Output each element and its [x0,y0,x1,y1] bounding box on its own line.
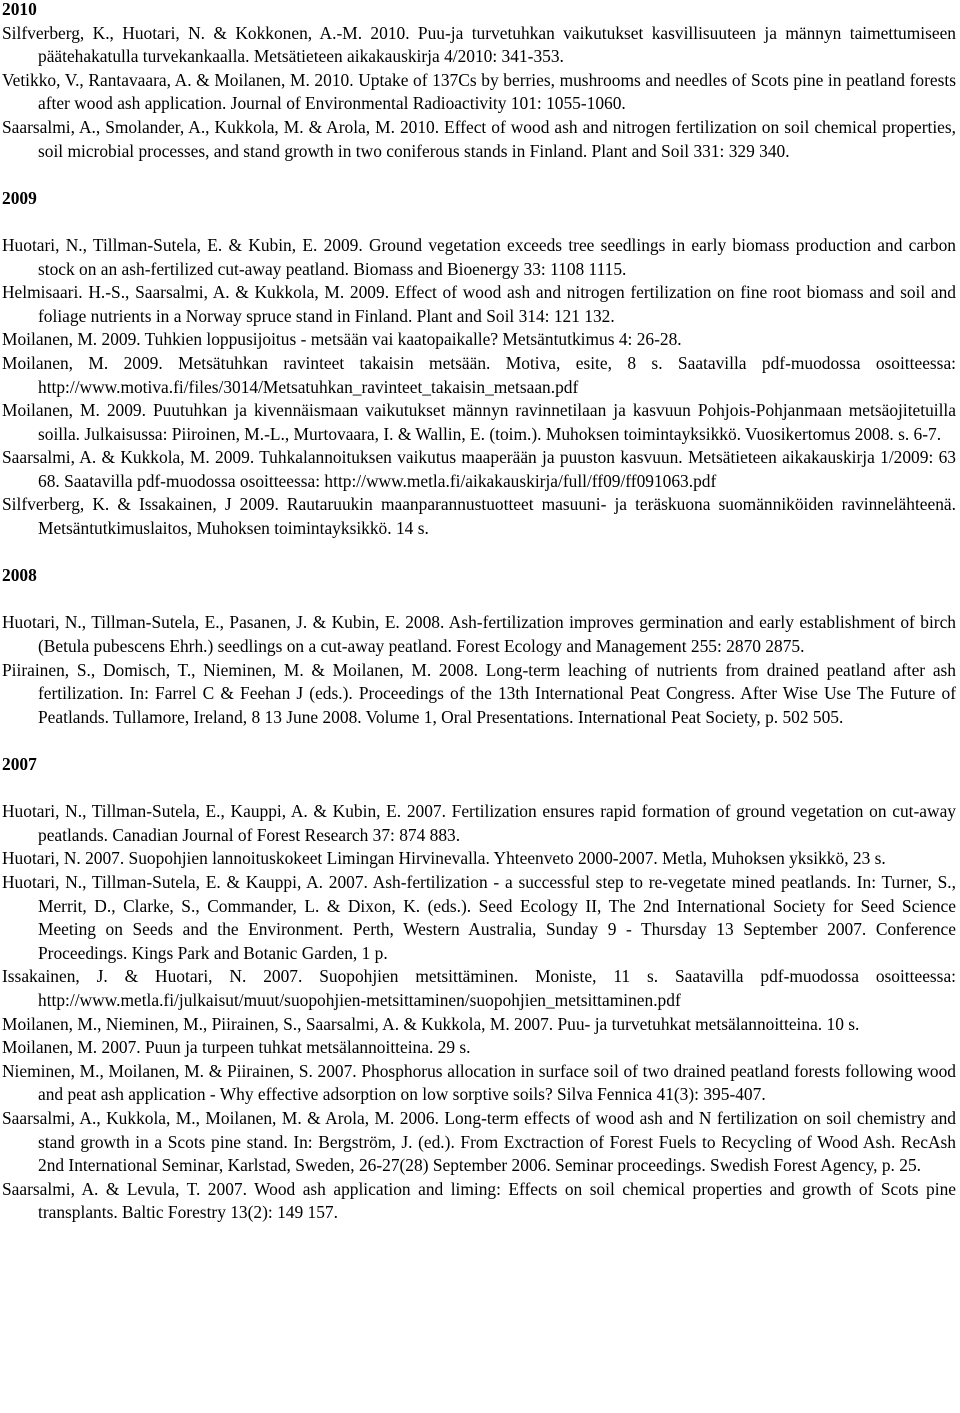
reference-entry: Moilanen, M. 2007. Puun ja turpeen tuhkat metsälannoitteina. 29 s. [2,1037,471,1058]
reference-entry: Huotari, N., Tillman-Sutela, E. & Kauppi, A. 2007. Ash-fertilization - a successful step to re-vegetate mined peatlands. In: Turner, S., Merrit, D., Clarke, S., Commander, L. & Dixon, K. (eds.). Seed Ecology II, The 2nd International Society for Seed Science Meeting on Seeds and the Environment. Perth, Western Australia, Sunday 9 - Thursday 13 September 2007. Conference Proceedings. Kings Park and Botanic Garden, 1 p. [2,871,956,963]
section-spacer [2,210,956,234]
reference-entry: Helmisaari. H.-S., Saarsalmi, A. & Kukkola, M. 2009. Effect of wood ash and nitrogen fertilization on fine root biomass and soil and foliage nutrients in a Norway spruce stand in Finland. Plant and Soil 314: 121 132. [2,282,956,326]
reference-entry: Issakainen, J. & Huotari, N. 2007. Suopohjien metsittäminen. Moniste, 11 s. Saatavilla pdf-muodossa osoitteessa: http://www.metla.fi/julkaisut/muut/suopohjien-metsittaminen/suopohjien_metsittaminen.pdf [2,966,956,1010]
reference-entry: Saarsalmi, A. & Levula, T. 2007. Wood ash application and liming: Effects on soil chemical properties and growth of Scots pine transplants. Baltic Forestry 13(2): 149 157. [2,1178,956,1223]
reference-entry: Moilanen, M. 2009. Tuhkien loppusijoitus - metsään vai kaatopaikalle? Metsäntutkimus 4: 26-28. [2,329,682,350]
reference-entry: Silfverberg, K., Huotari, N. & Kokkonen, A.-M. 2010. Puu-ja turvetuhkan vaikutukset kasvillisuuteen ja männyn taimettumiseen päätehakatulla turvekankaalla. Metsätieteen aikakauskirja 4/2010: 341-353. [2,22,956,67]
year-heading: 2007 [2,754,37,774]
reference-entry: Moilanen, M. 2009. Metsätuhkan ravinteet takaisin metsään. Motiva, esite, 8 s. Saatavilla pdf-muodossa osoitteessa: http://www.motiva.fi/files/3014/Metsatuhkan_ravinteet_takaisin_metsaan.pdf [2,352,956,397]
year-section-2009 [2,187,956,541]
section-spacer [2,729,956,753]
year-section-2010 [2,0,956,163]
reference-entry: Huotari, N., Tillman-Sutela, E. & Kubin, E. 2009. Ground vegetation exceeds tree seedlings in early biomass production and carbon stock on an ash-fertilized cut-away peatland. Biomass and Bioenergy 33: 1108 1115. [2,234,956,279]
reference-entry: Huotari, N., Tillman-Sutela, E., Kauppi, A. & Kubin, E. 2007. Fertilization ensures rapid formation of ground vegetation on cut-away peatlands. Canadian Journal of Forest Research 37: 874 883. [2,801,956,845]
reference-entry: Nieminen, M., Moilanen, M. & Piirainen, S. 2007. Phosphorus allocation in surface soil of two drained peatland forests following wood and peat ash application - Why effective adsorption on low sorptive soils? Silva Fennica 41(3): 395-407. [2,1060,956,1105]
reference-entry: Silfverberg, K. & Issakainen, J 2009. Rautaruukin maanparannustuotteet masuuni- ja teräskuona suomänniköiden ravinnelähteenä. Metsäntutkimuslaitos, Muhoksen toimintayksikkö. 14 s. [2,494,956,539]
year-section-2008 [2,564,956,729]
reference-entry: Saarsalmi, A., Smolander, A., Kukkola, M. & Arola, M. 2010. Effect of wood ash and nitrogen fertilization on soil chemical properties, soil microbial processes, and stand growth in two coniferous stands in Finland. Plant and Soil 331: 329 340. [2,116,956,161]
section-spacer [2,541,956,565]
year-heading: 2008 [2,565,37,586]
section-spacer [2,588,956,612]
reference-entry: Moilanen, M., Nieminen, M., Piirainen, S., Saarsalmi, A. & Kukkola, M. 2007. Puu- ja turvetuhkat metsälannoitteina. 10 s. [2,1013,860,1034]
reference-entry: Huotari, N. 2007. Suopohjien lannoituskokeet Limingan Hirvinevalla. Yhteenveto 2000-2007. Metla, Muhoksen yksikkö, 23 s. [2,848,886,869]
year-heading: 2009 [2,187,37,208]
year-heading: 2010 [2,0,37,19]
section-spacer [2,777,956,801]
reference-entry: Huotari, N., Tillman-Sutela, E., Pasanen, J. & Kubin, E. 2008. Ash-fertilization improves germination and early establishment of birch (Betula pubescens Ehrh.) seedlings on a cut-away peatland. Forest Ecology and Management 255: 2870 2875. [2,612,956,657]
reference-entry: Vetikko, V., Rantavaara, A. & Moilanen, M. 2010. Uptake of 137Cs by berries, mushrooms and needles of Scots pine in peatland forests after wood ash application. Journal of Environmental Radioactivity 101: 1055-1060. [2,69,956,114]
section-spacer [2,163,956,187]
year-section-2007 [2,753,956,1225]
reference-entry: Saarsalmi, A., Kukkola, M., Moilanen, M. & Arola, M. 2006. Long-term effects of wood ash and N fertilization on soil chemistry and stand growth in a Scots pine stand. In: Bergström, J. (ed.). From Exctraction of Forest Fuels to Recycling of Wood Ash. RecAsh 2nd International Seminar, Karlstad, Sweden, 26-27(28) September 2006. Seminar proceedings. Swedish Forest Agency, p. 25. [2,1107,956,1176]
reference-entry: Piirainen, S., Domisch, T., Nieminen, M. & Moilanen, M. 2008. Long-term leaching of nutrients from drained peatland after ash fertilization. In: Farrel C & Feehan J (eds.). Proceedings of the 13th International Peat Congress. After Wise Use The Future of Peatlands. Tullamore, Ireland, 8 13 June 2008. Volume 1, Oral Presentations. International Peat Society, p. 502 505. [2,659,956,727]
reference-entry: Moilanen, M. 2009. Puutuhkan ja kivennäismaan vaikutukset männyn ravinnetilaan ja kasvuun Pohjois-Pohjanmaan metsäojitetuilla soilla. Julkaisussa: Piiroinen, M.-L., Murtovaara, I. & Wallin, E. (toim.). Muhoksen toimintayksikkö. Vuosikertomus 2008. s. 6-7. [2,400,956,444]
reference-entry: Saarsalmi, A. & Kukkola, M. 2009. Tuhkalannoituksen vaikutus maaperään ja puuston kasvuun. Metsätieteen aikakauskirja 1/2009: 63 68. Saatavilla pdf-muodossa osoitteessa: http://www.metla.fi/aikakauskirja/full/ff09/ff091063.pdf [2,447,956,491]
